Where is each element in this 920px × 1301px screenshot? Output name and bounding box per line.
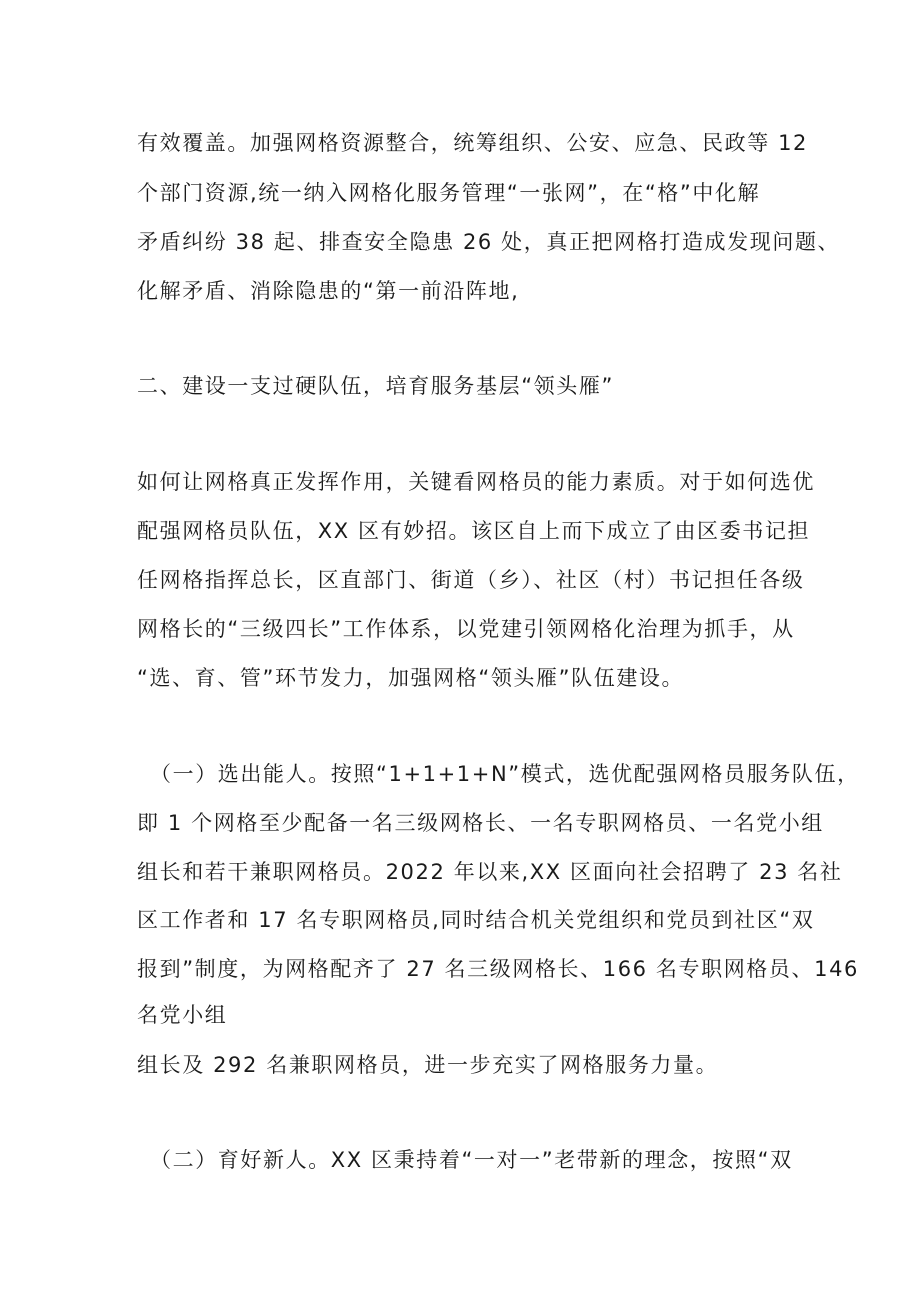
text-line: 组长及 292 名兼职网格员，进一步充实了网格服务力量。 xyxy=(137,1053,719,1077)
text-line: 矛盾纠纷 38 起、排查安全隐患 26 处，真正把网格打造成发现问题、 xyxy=(137,230,841,254)
text-line: 化解矛盾、消除隐患的“第一前沿阵地, xyxy=(137,279,520,303)
text-line: 配强网格员队伍，XX 区有妙招。该区自上而下成立了由区委书记担 xyxy=(137,519,811,543)
text-line: “选、育、管”环节发力，加强网格“领头雁”队伍建设。 xyxy=(137,666,685,690)
text-line: 任网格指挥总长，区直部门、街道（乡）、社区（村）书记担任各级 xyxy=(137,568,805,592)
text-line: 网格长的“三级四长”工作体系，以党建引领网格化治理为抓手，从 xyxy=(137,617,795,641)
text-line: 即 1 个网格至少配备一名三级网格长、一名专职网格员、一名党小组 xyxy=(137,811,824,835)
text-line: （二）育好新人。XX 区秉持着“一对一”老带新的理念，按照“双 xyxy=(150,1148,793,1172)
text-line: 有效覆盖。加强网格资源整合，统筹组织、公安、应急、民政等 12 xyxy=(137,131,808,155)
text-line: 名党小组 xyxy=(137,1003,228,1027)
text-line: 报到”制度，为网格配齐了 27 名三级网格长、166 名专职网格员、146 xyxy=(137,957,859,981)
text-line: 如何让网格真正发挥作用，关键看网格员的能力素质。对于如何选优 xyxy=(137,470,815,494)
text-line: （一）选出能人。按照“1+1+1+N”模式，选优配强网格员服务队伍， xyxy=(150,762,860,786)
text-line: 个部门资源,统一纳入网格化服务管理“一张网”，在“格”中化解 xyxy=(137,181,761,205)
text-line: 区工作者和 17 名专职网格员,同时结合机关党组织和党员到社区“双 xyxy=(137,908,815,932)
section-heading: 二、建设一支过硬队伍，培育服务基层“领头雁” xyxy=(137,374,614,398)
text-line: 组长和若干兼职网格员。2022 年以来,XX 区面向社会招聘了 23 名社 xyxy=(137,860,843,884)
